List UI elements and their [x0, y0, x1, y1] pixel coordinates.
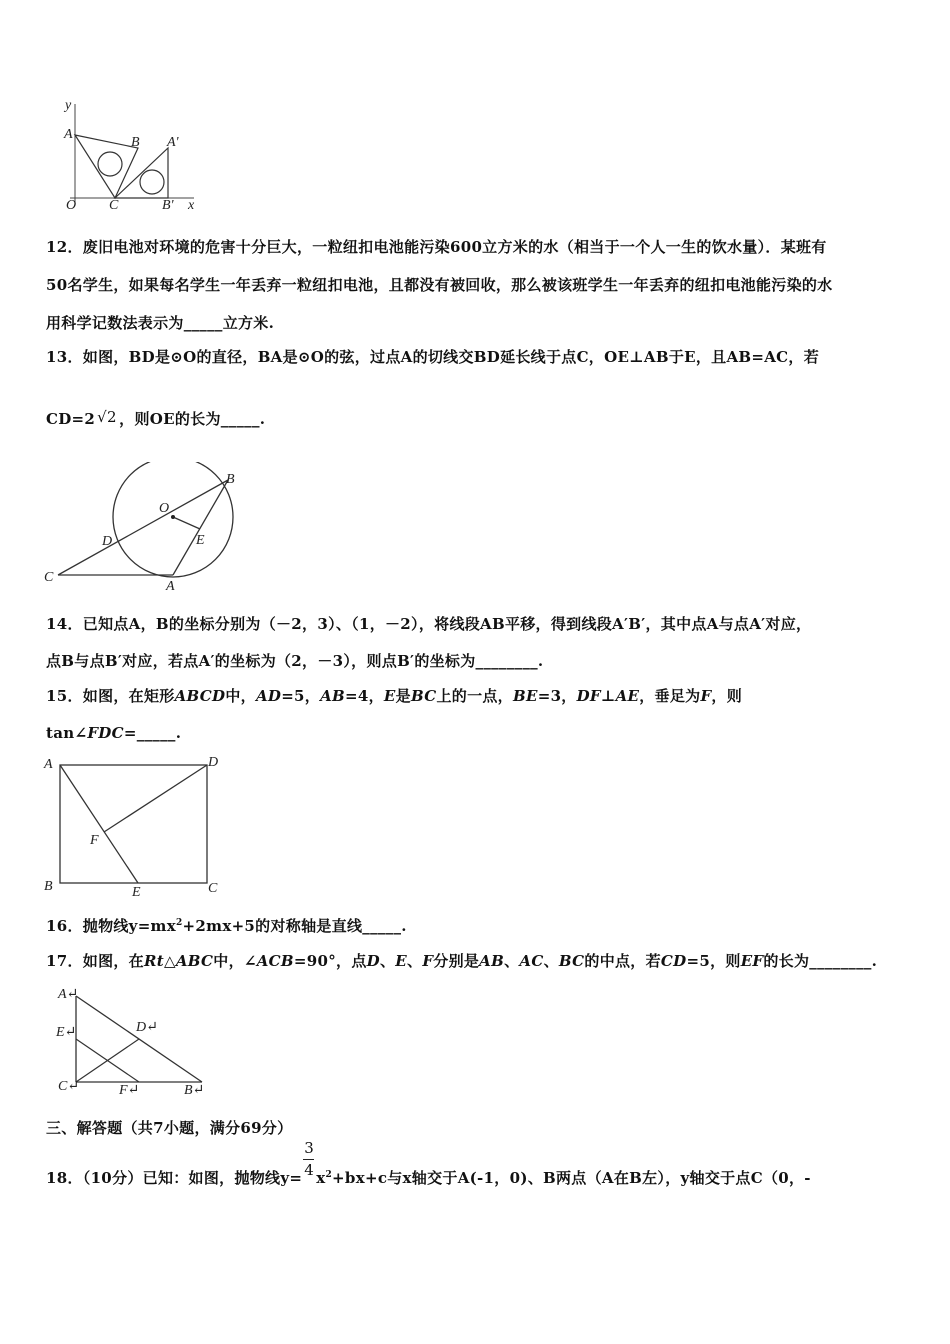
- text: 是: [395, 687, 411, 705]
- q18: [46, 1139, 811, 1188]
- label-B-prime: B': [162, 198, 174, 213]
- text: 上的一点，: [436, 687, 513, 705]
- var-DF: DF: [576, 687, 601, 705]
- fraction-3-4: [302, 1139, 316, 1183]
- text: =_____.: [123, 724, 182, 742]
- exponent: 2: [325, 1170, 333, 1180]
- var-F: F: [422, 952, 434, 970]
- label-F: F↵: [119, 1083, 140, 1098]
- q14-line2: 点B与点B′对应，若点A′的坐标为（2，－3），则点B′的坐标为________.: [46, 652, 544, 670]
- var-Rt: Rt: [143, 952, 164, 970]
- q12-line3: 用科学记数法表示为_____立方米.: [46, 314, 275, 332]
- var-E: E: [383, 687, 396, 705]
- q13-oe: ，则OE的长为_____.: [119, 410, 266, 428]
- var-AB: AB: [320, 687, 346, 705]
- var-CD: CD: [660, 952, 687, 970]
- label-C: C↵: [58, 1079, 80, 1094]
- q12-line1: 12．废旧电池对环境的危害十分巨大，一粒纽扣电池能污染600立方米的水（相当于一个人一生的饮水量）．某班有: [46, 238, 827, 256]
- label-B: B: [226, 472, 235, 487]
- text: =90°，点: [293, 952, 367, 970]
- figure-q13: [40, 462, 255, 597]
- label-D: D↵: [136, 1020, 158, 1035]
- label-C: C: [44, 570, 54, 585]
- label-D: D: [102, 534, 113, 549]
- q16: [46, 915, 407, 936]
- text: =5，: [281, 687, 321, 705]
- text: ，垂足为: [639, 687, 701, 705]
- figure-q11: [60, 98, 200, 213]
- text: =3，: [537, 687, 577, 705]
- text: 、: [543, 952, 559, 970]
- label-B: B: [44, 879, 53, 894]
- label-B: B: [131, 135, 140, 150]
- denominator: 4: [304, 1161, 315, 1179]
- q15-line2: [46, 724, 181, 742]
- label-C: C: [109, 198, 119, 213]
- label-E: E: [132, 885, 141, 900]
- label-O: O: [159, 501, 170, 516]
- text: 、: [504, 952, 520, 970]
- label-F: F: [90, 833, 99, 848]
- text: +bx+c与x轴交于A(-1，0)、B两点（A在B左），y轴交于点C（0，-: [332, 1169, 811, 1187]
- text: 17．如图，在: [46, 952, 144, 970]
- var-FDC: FDC: [87, 724, 124, 742]
- var-AC: AC: [519, 952, 544, 970]
- label-C: C: [208, 881, 218, 896]
- text: 的长为________.: [763, 952, 878, 970]
- var-ABCD: ABCD: [174, 687, 226, 705]
- text: ⊥: [600, 687, 616, 705]
- q13-line1: 13．如图，BD是⊙O的直径，BA是⊙O的弦，过点A的切线交BD延长线于点C，OE⊥AB于E，且AB=AC，若: [46, 348, 820, 366]
- text: 、: [379, 952, 396, 970]
- q17: [46, 950, 877, 971]
- var-BC: BC: [558, 952, 585, 970]
- var-D: D: [366, 952, 380, 970]
- q14-line1: 14．已知点A，B的坐标分别为（－2，3）、（1，－2），将线段AB平移，得到线段A′B′，其中点A与点A′对应，: [46, 615, 812, 633]
- label-A: A: [166, 579, 175, 594]
- label-B: B↵: [184, 1083, 205, 1098]
- q12-line2: 50名学生，如果每名学生一年丢弃一粒纽扣电池，且都没有被回收，那么被该班学生一年丢弃的纽扣电池能污染的水: [46, 276, 833, 294]
- var-AB: AB: [479, 952, 505, 970]
- text: =5，则: [686, 952, 741, 970]
- text: 中，∠: [213, 952, 257, 970]
- label-y: y: [65, 98, 72, 113]
- var-AE: AE: [615, 687, 640, 705]
- var-ACB: ACB: [256, 952, 294, 970]
- text: 分别是: [433, 952, 480, 970]
- label-E: E↵: [56, 1025, 77, 1040]
- figure-q17: [52, 984, 222, 1099]
- var-ABC: ABC: [175, 952, 214, 970]
- var-BC: BC: [410, 687, 437, 705]
- q13-cd: CD=2: [46, 410, 96, 428]
- var-AD: AD: [255, 687, 282, 705]
- text: tan∠: [46, 724, 88, 742]
- text: ，则: [711, 687, 743, 705]
- numerator: 3: [304, 1139, 315, 1157]
- label-A: A: [44, 757, 53, 772]
- fraction-bar: [303, 1159, 314, 1160]
- var-EF: EF: [740, 952, 764, 970]
- text: 18．（10分）已知：如图，抛物线y=: [46, 1169, 303, 1187]
- label-D: D: [208, 755, 219, 770]
- text: 、: [407, 952, 423, 970]
- text: △: [163, 952, 176, 970]
- label-A: A: [64, 127, 73, 142]
- figure-q15: [40, 752, 230, 900]
- text: x: [316, 1169, 326, 1187]
- section-3-heading: 三、解答题（共7小题，满分69分）: [46, 1119, 293, 1137]
- q13-line2: [46, 408, 265, 429]
- text: +2mx+5的对称轴是直线_____.: [182, 917, 407, 935]
- text: 16．抛物线y=mx: [46, 917, 176, 935]
- text: 15．如图，在矩形: [46, 687, 175, 705]
- var-BE: BE: [512, 687, 538, 705]
- var-F: F: [700, 687, 712, 705]
- label-x: x: [188, 198, 195, 213]
- q15-line1: [46, 685, 742, 706]
- text: =4，: [345, 687, 384, 705]
- label-A: A↵: [58, 987, 79, 1002]
- var-E: E: [395, 952, 407, 970]
- label-A-prime: A': [167, 135, 179, 150]
- label-O: O: [66, 198, 77, 213]
- exponent: 2: [175, 918, 183, 928]
- text: 的中点，若: [584, 952, 661, 970]
- label-E: E: [196, 533, 205, 548]
- sqrt-2-radicand: √2: [97, 408, 117, 426]
- text: 中，: [225, 687, 256, 705]
